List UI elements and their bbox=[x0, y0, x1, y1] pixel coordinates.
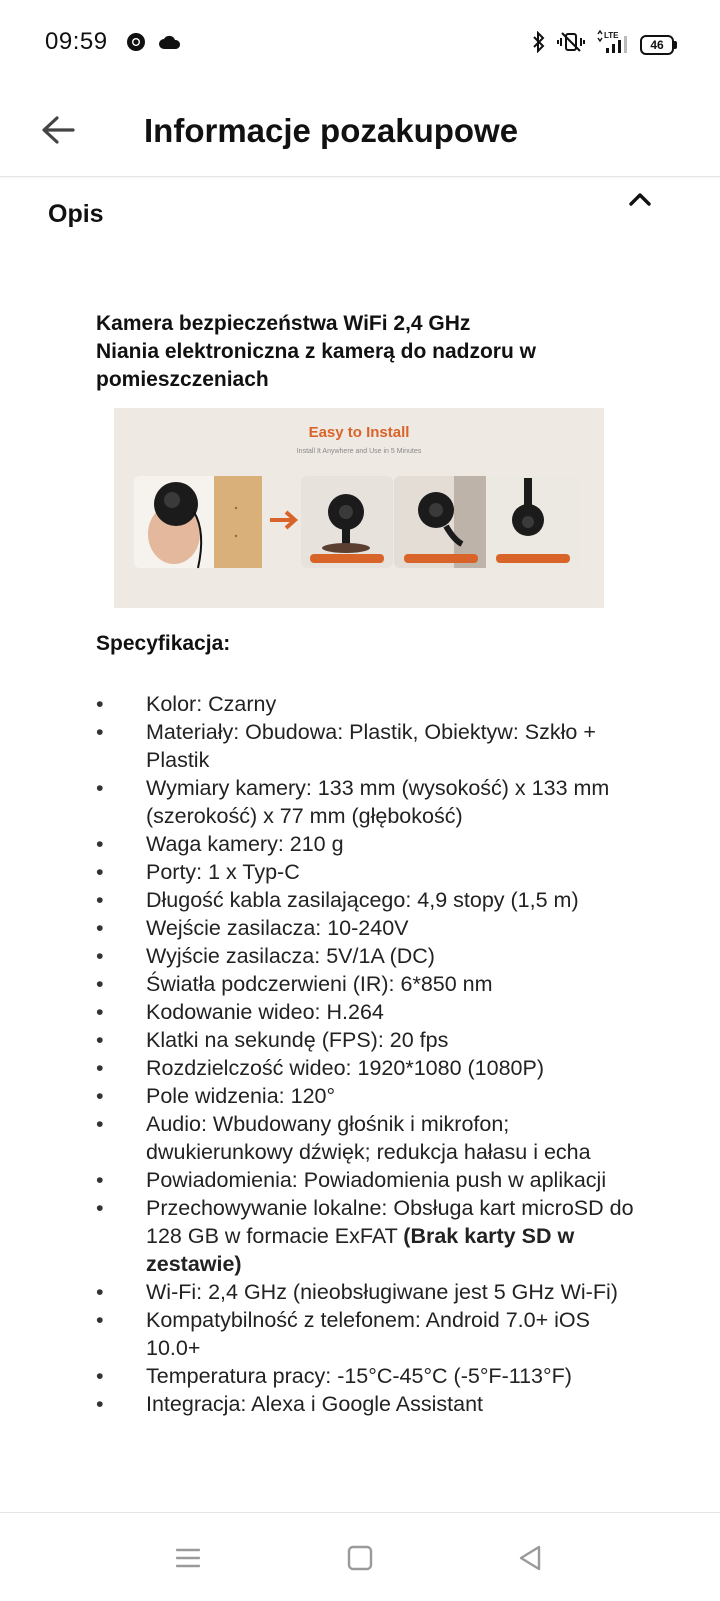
spec-item bbox=[96, 886, 636, 914]
spec-item bbox=[96, 1082, 636, 1110]
svg-text:LTE: LTE bbox=[604, 31, 619, 40]
product-title-line1: Kamera bezpieczeństwa WiFi 2,4 GHz bbox=[96, 312, 471, 335]
status-right-icons bbox=[532, 30, 674, 59]
spec-text: Kolor: Czarny bbox=[146, 692, 277, 716]
spec-bold-note: (Brak karty SD w zestawie) bbox=[146, 1224, 575, 1276]
spec-text: Kompatybilność z telefonem: Android 7.0+ iOS 10.0+ bbox=[146, 1308, 590, 1360]
spec-text: Kodowanie wideo: H.264 bbox=[146, 1000, 384, 1024]
spec-item bbox=[96, 1166, 636, 1194]
bluetooth-icon bbox=[532, 31, 546, 58]
status-time: 09:59 bbox=[45, 28, 108, 55]
spec-text: Audio: Wbudowany głośnik i mikrofon; dwukierunkowy dźwięk; redukcja hałasu i echa bbox=[146, 1112, 591, 1164]
spec-item bbox=[96, 830, 636, 858]
spec-item bbox=[96, 970, 636, 998]
spec-text: Integracja: Alexa i Google Assistant bbox=[146, 1392, 484, 1416]
product-title bbox=[96, 310, 636, 394]
spec-item bbox=[96, 1194, 636, 1278]
spec-item bbox=[96, 1306, 636, 1362]
product-image bbox=[114, 408, 604, 608]
section-title: Opis bbox=[48, 200, 104, 228]
spec-list bbox=[96, 690, 636, 1418]
spec-item bbox=[96, 1278, 636, 1306]
back-button[interactable] bbox=[34, 106, 82, 154]
spec-text: Klatki na sekundę (FPS): 20 fps bbox=[146, 1028, 449, 1052]
back-nav-button[interactable] bbox=[510, 1541, 550, 1575]
app-bar bbox=[0, 88, 720, 177]
spec-text: Przechowywanie lokalne: Obsługa kart microSD do 128 GB w formacie ExFAT bbox=[146, 1196, 634, 1248]
home-square-icon bbox=[346, 1544, 374, 1572]
spec-text: Materiały: Obudowa: Plastik, Obiektyw: Szkło + Plastik bbox=[146, 720, 596, 772]
arrow-left-icon bbox=[40, 115, 76, 145]
page-title: Informacje pozakupowe bbox=[144, 112, 519, 149]
spec-heading: Specyfikacja: bbox=[96, 632, 231, 655]
spec-item bbox=[96, 718, 636, 774]
spec-text: Długość kabla zasilającego: 4,9 stopy (1,5 m) bbox=[146, 888, 579, 912]
vibrate-off-icon bbox=[556, 31, 586, 58]
spec-item bbox=[96, 914, 636, 942]
spec-item bbox=[96, 1110, 636, 1166]
spec-item bbox=[96, 998, 636, 1026]
spec-text: Rozdzielczość wideo: 1920*1080 (1080P) bbox=[146, 1056, 544, 1080]
spec-text: Porty: 1 x Typ-C bbox=[146, 860, 300, 884]
product-image-subtitle: Install It Anywhere and Use in 5 Minutes bbox=[296, 448, 422, 455]
spec-item bbox=[96, 690, 636, 718]
spec-item bbox=[96, 1026, 636, 1054]
cloud-icon bbox=[158, 33, 182, 56]
chrome-icon bbox=[126, 32, 146, 57]
spec-item bbox=[96, 1362, 636, 1390]
spec-text: Wi-Fi: 2,4 GHz (nieobsługiwane jest 5 GHz Wi-Fi) bbox=[146, 1280, 618, 1304]
system-nav-bar bbox=[0, 1512, 720, 1601]
description-section-header[interactable] bbox=[0, 176, 720, 260]
spec-text: Powiadomienia: Powiadomienia push w aplikacji bbox=[146, 1168, 607, 1192]
menu-icon bbox=[174, 1546, 202, 1570]
spec-item bbox=[96, 774, 636, 830]
spec-text: Pole widzenia: 120° bbox=[146, 1084, 336, 1108]
spec-text: Wymiary kamery: 133 mm (wysokość) x 133 mm (szerokość) x 77 mm (głębokość) bbox=[146, 776, 610, 828]
product-title-line2: Niania elektroniczna z kamerą do nadzoru w pomieszczeniach bbox=[96, 340, 536, 391]
recent-apps-button[interactable] bbox=[168, 1541, 208, 1575]
spec-item bbox=[96, 858, 636, 886]
spec-item bbox=[96, 1054, 636, 1082]
chevron-up-icon bbox=[626, 190, 654, 210]
spec-text: Wejście zasilacza: 10-240V bbox=[146, 916, 409, 940]
collapse-button[interactable] bbox=[626, 190, 654, 215]
lte-signal-icon bbox=[596, 30, 630, 59]
status-left-icons bbox=[126, 32, 182, 57]
spec-text: Waga kamery: 210 g bbox=[146, 832, 344, 856]
spec-text: Światła podczerwieni (IR): 6*850 nm bbox=[146, 972, 493, 996]
back-triangle-icon bbox=[516, 1544, 544, 1572]
spec-item bbox=[96, 1390, 636, 1418]
description-content bbox=[96, 310, 636, 1418]
spec-text: Wyjście zasilacza: 5V/1A (DC) bbox=[146, 944, 435, 968]
product-image-title: Easy to Install bbox=[308, 424, 410, 441]
battery-icon: 46 bbox=[640, 35, 674, 55]
spec-text: Temperatura pracy: -15°C-45°C (-5°F-113°F) bbox=[146, 1364, 572, 1388]
status-bar bbox=[0, 0, 720, 88]
home-button[interactable] bbox=[340, 1541, 380, 1575]
install-illustration bbox=[114, 408, 604, 608]
spec-item bbox=[96, 942, 636, 970]
